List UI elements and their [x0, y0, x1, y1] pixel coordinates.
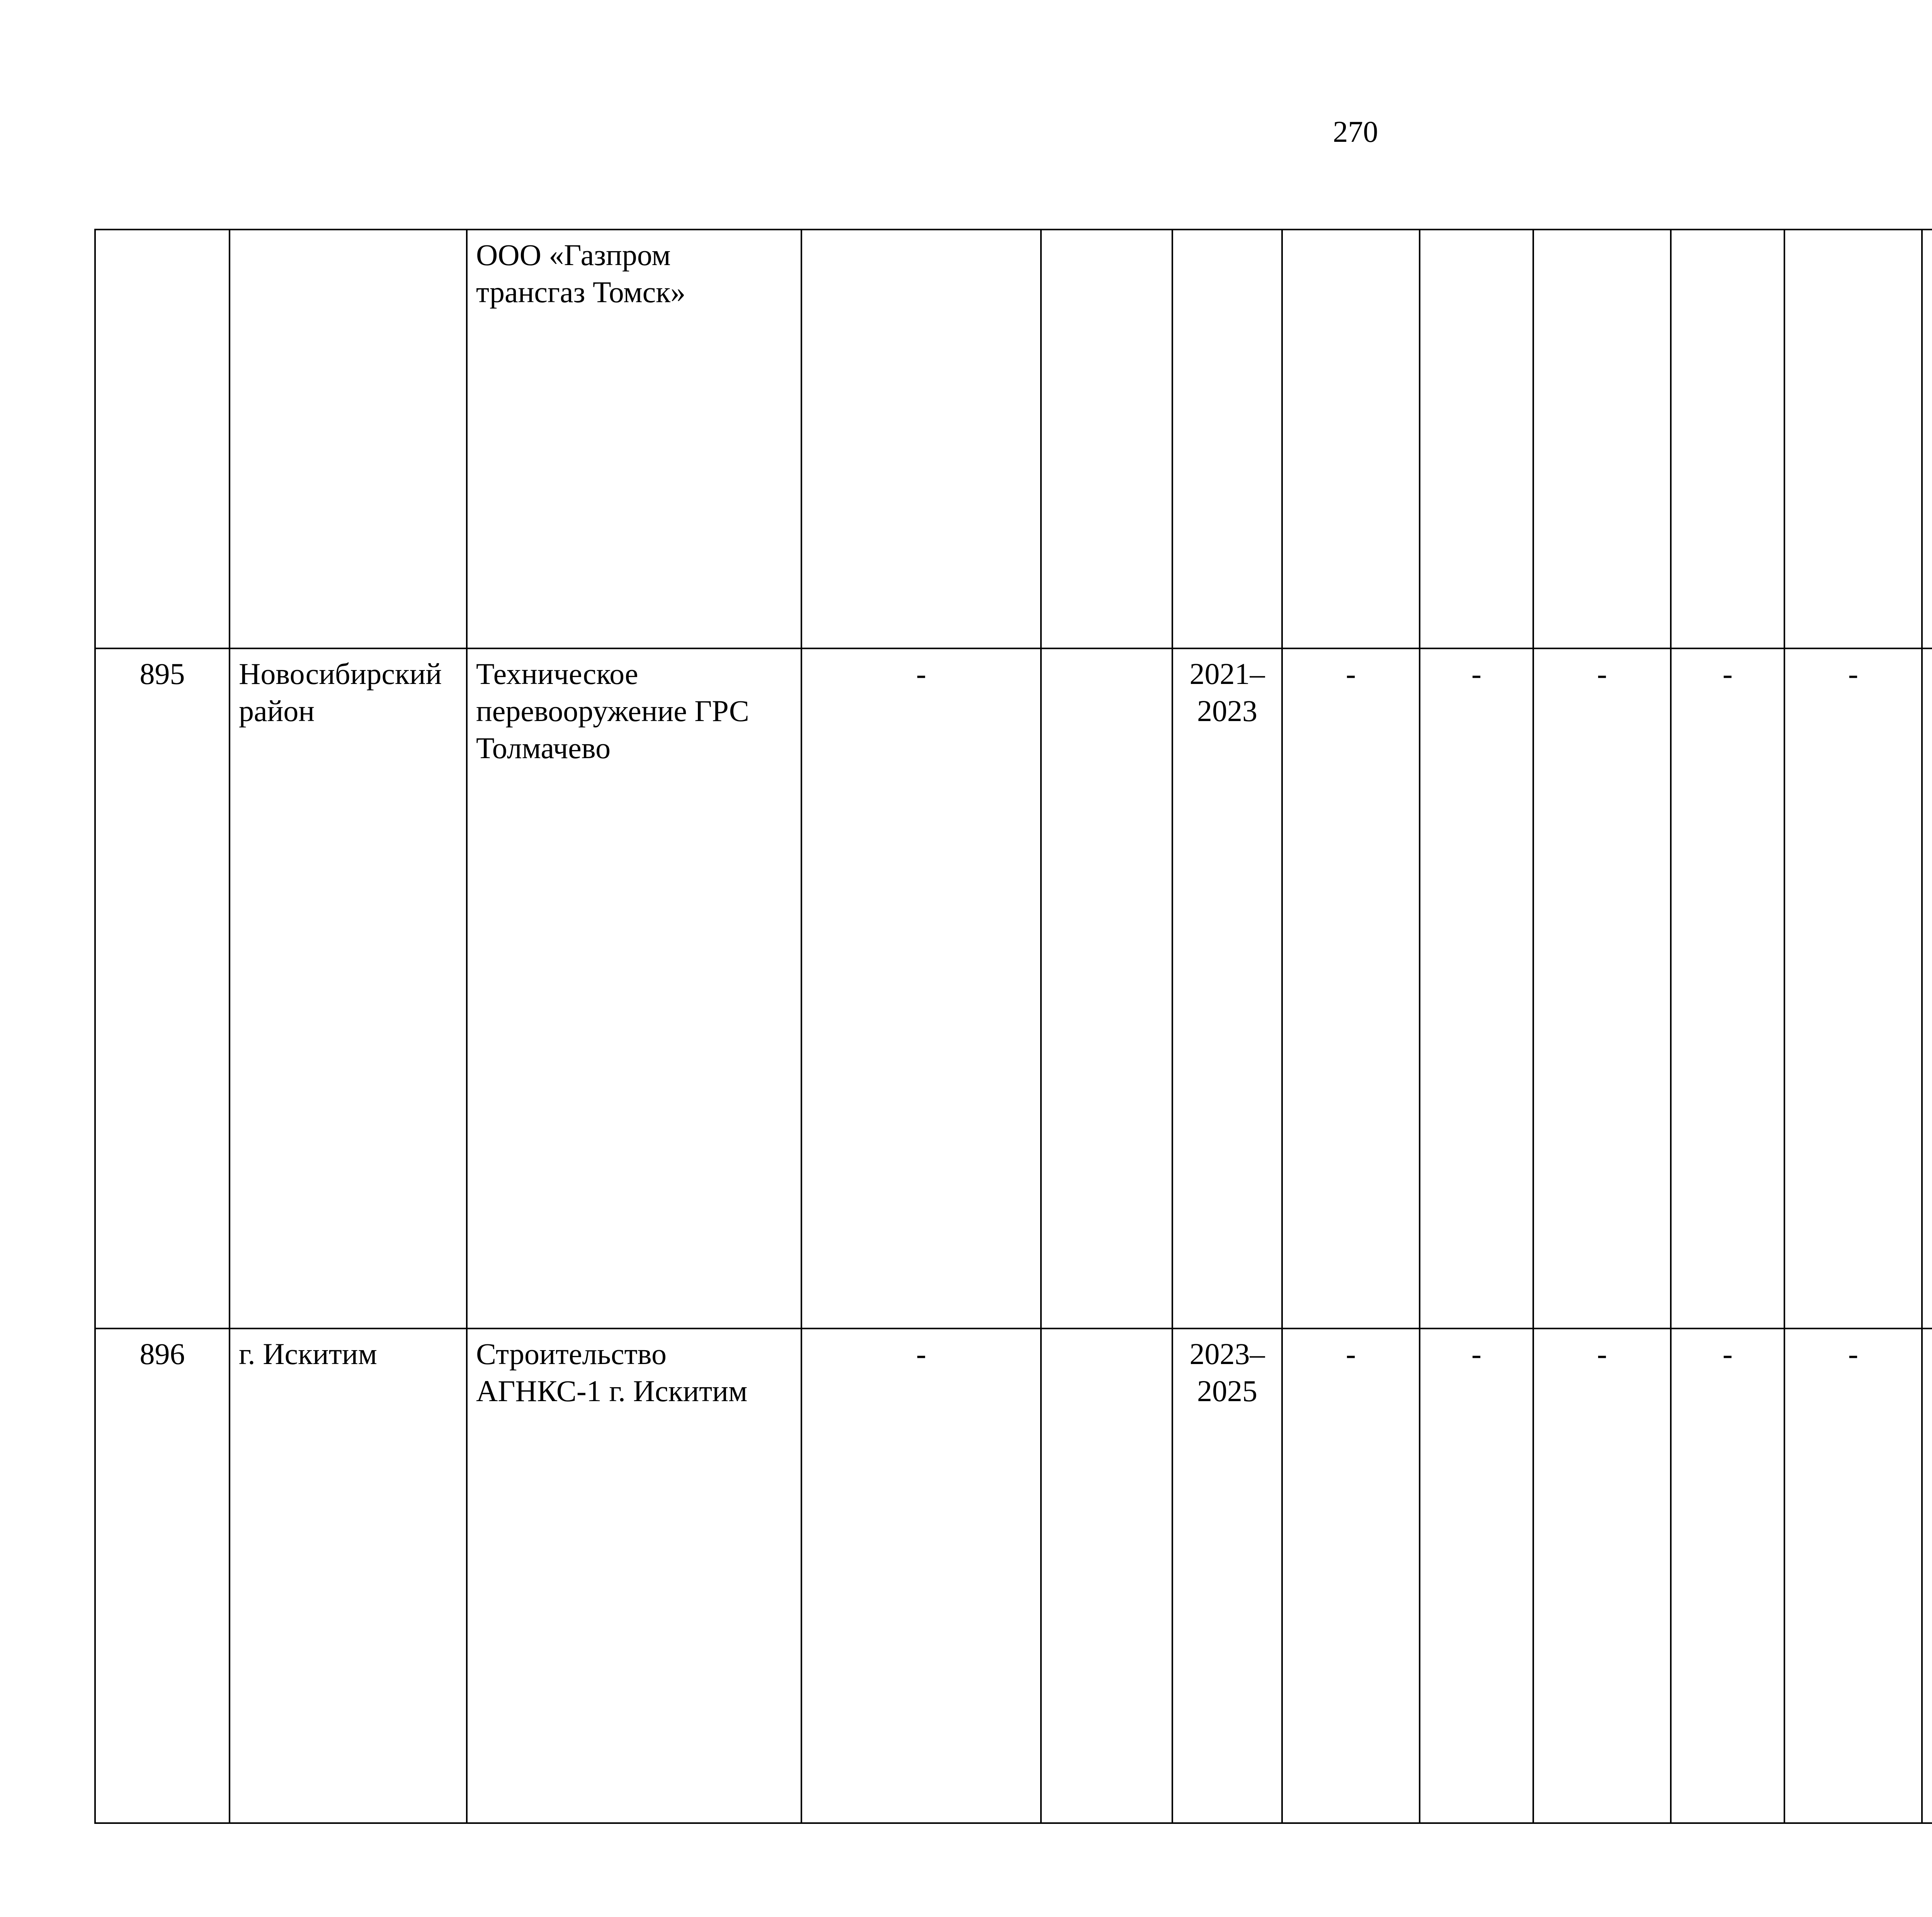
cell-object: Техническое перевооружение ГРС Толмачево — [467, 648, 801, 1328]
cell-number — [95, 230, 230, 648]
table-row — [95, 1328, 1932, 1823]
cell-col5 — [1041, 230, 1172, 648]
cell-number: 896 — [95, 1328, 230, 1823]
cell-period: 2023– 2025 — [1172, 1328, 1282, 1823]
cell-period: 2021– 2023 — [1172, 648, 1282, 1328]
cell-col10 — [1671, 230, 1784, 648]
cell-col5 — [1041, 1328, 1172, 1823]
cell-col4: - — [801, 1328, 1041, 1823]
cell-col9: - — [1533, 648, 1671, 1328]
cell-col8: - — [1420, 648, 1533, 1328]
page-number: 270 — [1333, 115, 1378, 148]
cell-col10: - — [1671, 648, 1784, 1328]
cell-operator — [1922, 1328, 1932, 1823]
cell-col8 — [1420, 230, 1533, 648]
cell-operator — [1922, 230, 1932, 648]
cell-col4 — [801, 230, 1041, 648]
cell-period — [1172, 230, 1282, 648]
cell-operator — [1922, 648, 1932, 1328]
cell-object: Строительство АГНКС-1 г. Искитим — [467, 1328, 801, 1823]
table-row — [95, 648, 1932, 1328]
cell-district — [230, 230, 467, 648]
cell-col5 — [1041, 648, 1172, 1328]
cell-district: г. Искитим — [230, 1328, 467, 1823]
cell-number: 895 — [95, 648, 230, 1328]
cell-col4: - — [801, 648, 1041, 1328]
cell-col10: - — [1671, 1328, 1784, 1823]
cell-col11: - — [1784, 648, 1922, 1328]
cell-col8: - — [1420, 1328, 1533, 1823]
cell-object: ООО «Газпром трансгаз Томск» — [467, 230, 801, 648]
cell-col9: - — [1533, 1328, 1671, 1823]
cell-district: Новосибирский район — [230, 648, 467, 1328]
cell-col11 — [1784, 230, 1922, 648]
data-table — [94, 229, 1932, 1824]
cell-col9 — [1533, 230, 1671, 648]
cell-col7 — [1282, 230, 1420, 648]
cell-col7: - — [1282, 1328, 1420, 1823]
table-row — [95, 230, 1932, 648]
cell-col11: - — [1784, 1328, 1922, 1823]
cell-col7: - — [1282, 648, 1420, 1328]
